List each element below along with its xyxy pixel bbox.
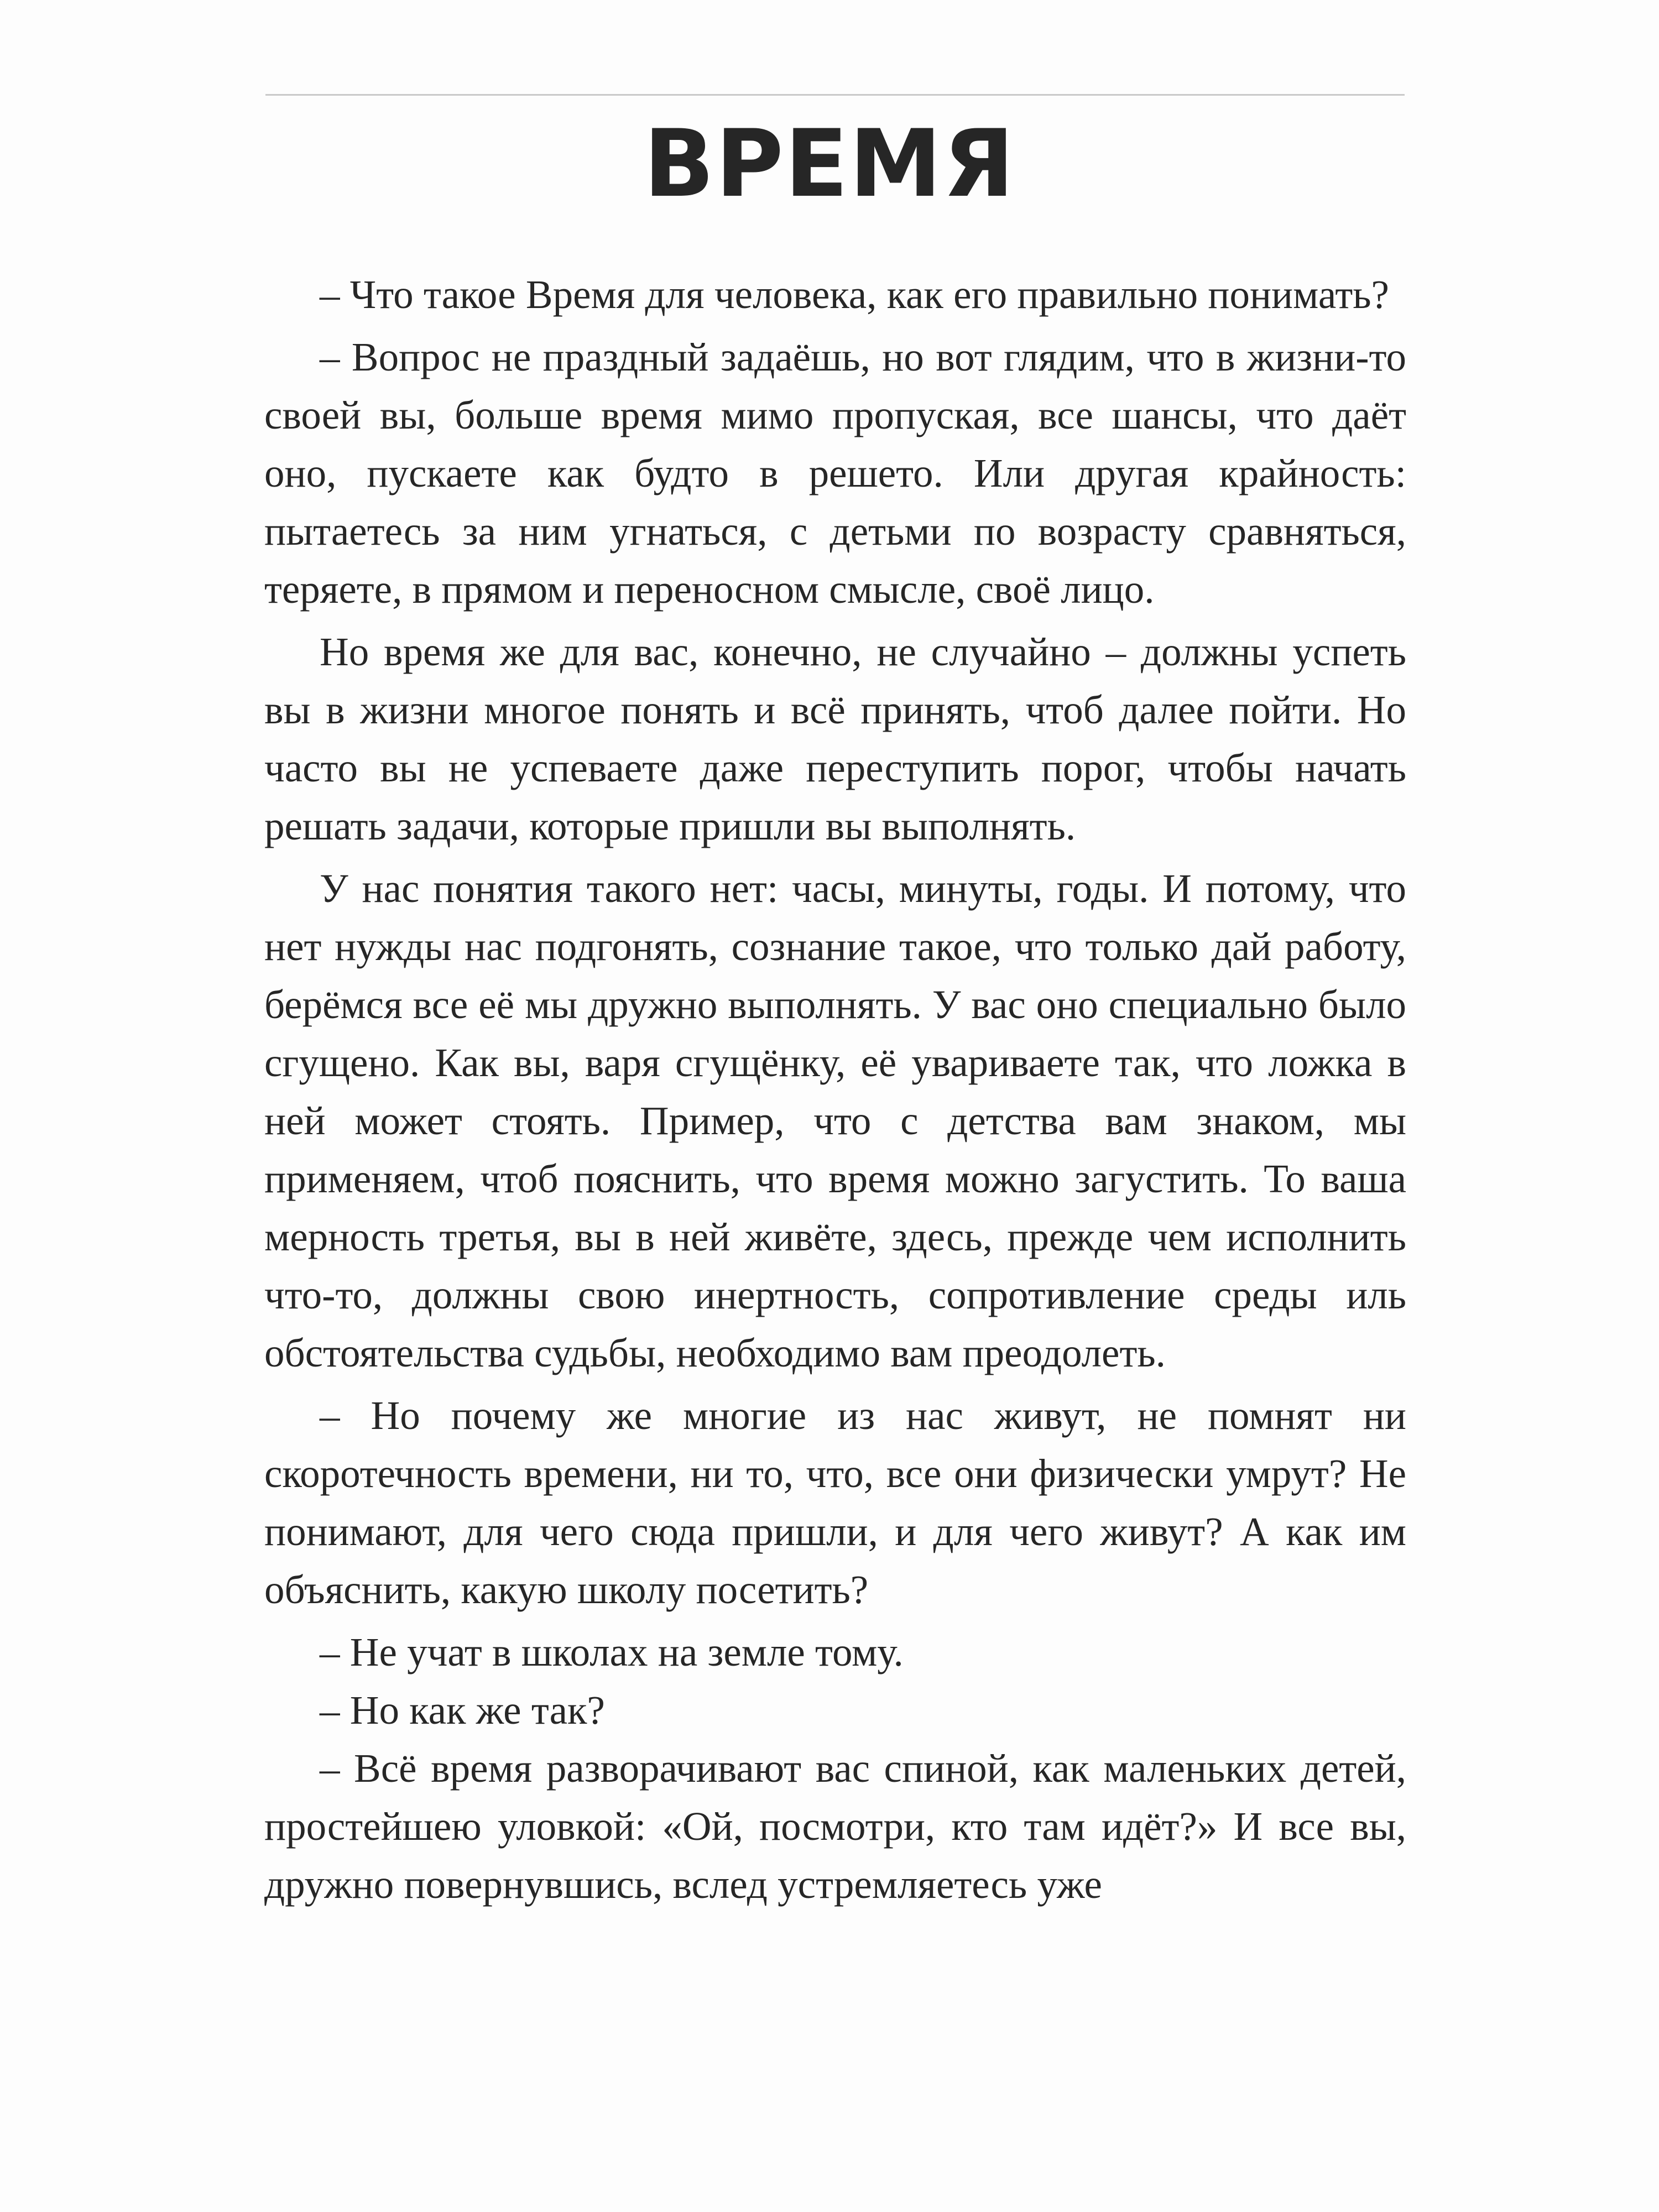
paragraph: – Всё время разворачивают вас спиной, как маленьких детей, простейшею уловкой: «Ой, посмотри, кто там идёт?» И все вы, дружно повернувшись, вслед устремляетесь уже [264,1746,1406,1907]
paragraph: – Но почему же многие из нас живут, не помнят ни скоротечность времени, ни то, что, все они физически умрут? Не понимают, для чего сюда пришли, и для чего живут? А как им объяснить, какую школу посетить? [264,1393,1406,1612]
bleed-through-running-head [265,44,1405,96]
paragraph: – Но как же так? [320,1688,605,1733]
paragraph: Но время же для вас, конечно, не случайно – должны успеть вы в жизни многое понять и всё принять, чтоб далее пойти. Но часто вы не успеваете даже переступить порог, чтобы начать решать задачи, которые пришли вы выполнять. [264,629,1406,848]
chapter-title: ВРЕМЯ [643,109,1016,218]
paragraph: – Не учат в школах на земле тому. [320,1630,904,1674]
paragraph: У нас понятия такого нет: часы, минуты, годы. И потому, что нет нужды нас подгонять, сознание такое, что только дай работу, берёмся все её мы дружно выполнять. У вас оно специально было сгущено. Как вы, варя сгущёнку, её увариваете так, что ложка в ней может стоять. Пример, что с детства вам знаком, мы применяем, чтоб пояснить, что время можно загустить. То ваша мерность третья, вы в ней живёте, здесь, прежде чем исполнить что-то, должны свою инертность, сопротивление среды иль обстоятельства судьбы, необходимо вам преодолеть. [264,866,1406,1375]
paragraph: – Вопрос не праздный задаёшь, но вот глядим, что в жизни-то своей вы, больше время мимо пропуская, все шансы, что даёт оно, пускаете как будто в решето. Или другая крайность: пытаетесь за ним угнаться, с детьми по возрасту сравняться, теряете, в прямом и переносном смысле, своё лицо. [264,335,1406,612]
body-text [264,265,1406,1918]
paragraph: – Что такое Время для человека, как его правильно понимать? [320,272,1389,317]
